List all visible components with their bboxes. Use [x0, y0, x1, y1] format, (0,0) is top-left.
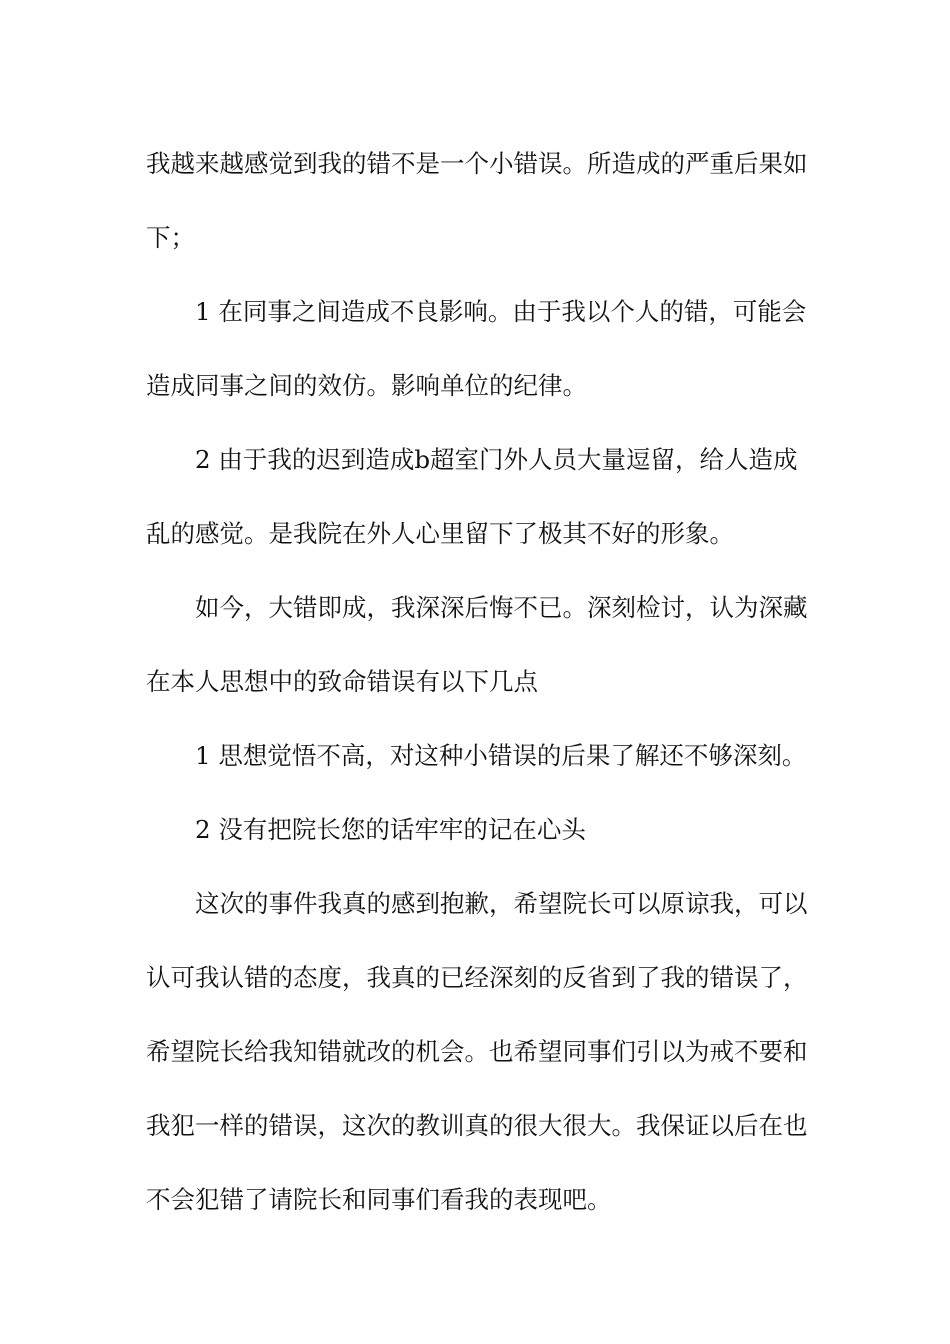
text-line-8: 在本人思想中的致命错误有以下几点 [146, 667, 538, 696]
text-line-5: 2 由于我的迟到造成b超室门外人员大量逗留，给人造成 [195, 445, 798, 474]
text-line-6: 乱的感觉。是我院在外人心里留下了极其不好的形象。 [146, 519, 734, 548]
text-line-13: 希望院长给我知错就改的机会。也希望同事们引以为戒不要和 [146, 1037, 808, 1066]
text-line-2: 下； [146, 223, 195, 252]
text-line-1: 我越来越感觉到我的错不是一个小错误。所造成的严重后果如 [146, 149, 808, 178]
text-line-4: 造成同事之间的效仿。影响单位的纪律。 [146, 371, 587, 400]
text-line-11: 这次的事件我真的感到抱歉，希望院长可以原谅我，可以 [195, 889, 808, 918]
text-line-12: 认可我认错的态度，我真的已经深刻的反省到了我的错误了， [146, 963, 808, 992]
text-line-7: 如今，大错即成，我深深后悔不已。深刻检讨，认为深藏 [195, 593, 808, 622]
text-line-15: 不会犯错了请院长和同事们看我的表现吧。 [146, 1185, 612, 1214]
text-line-14: 我犯一样的错误，这次的教训真的很大很大。我保证以后在也 [146, 1111, 808, 1140]
document-body [146, 127, 808, 1237]
text-line-10: 2 没有把院长您的话牢牢的记在心头 [195, 815, 586, 844]
text-line-3: 1 在同事之间造成不良影响。由于我以个人的错，可能会 [195, 297, 807, 326]
text-line-9: 1 思想觉悟不高，对这种小错误的后果了解还不够深刻。 [195, 741, 807, 770]
